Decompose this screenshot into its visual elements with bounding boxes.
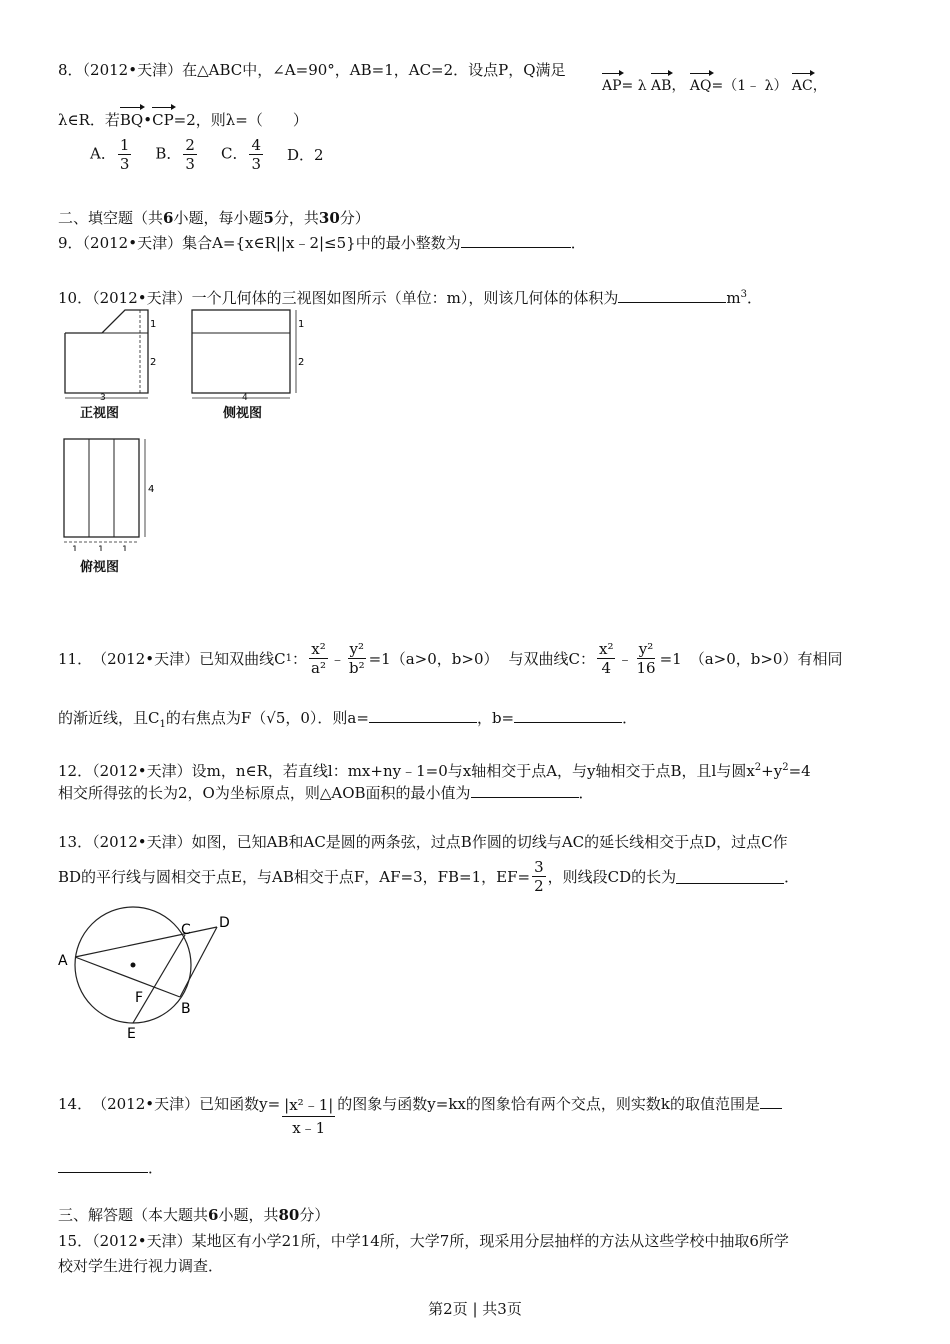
svg-text:4: 4 (148, 484, 155, 495)
page-footer: 第2页 | 共3页 (428, 1300, 522, 1318)
question-source: （2012•天津） (92, 1232, 192, 1250)
answer-blank-b[interactable] (514, 708, 622, 723)
fraction-y2-b2: $\frac{\text{y²}}{\text{b²}}$ (348, 640, 365, 677)
svg-text:C: C (181, 922, 191, 938)
svg-text:D: D (219, 915, 230, 931)
sqrt-5: √5 (266, 709, 286, 727)
fraction-3-2: $\frac{3}{2}$ (534, 858, 544, 895)
answer-blank-a[interactable] (369, 708, 477, 723)
option-a[interactable]: A． $\frac{1}{3}$ (90, 136, 130, 173)
answer-blank-part1[interactable] (760, 1094, 782, 1109)
svg-text:1: 1 (72, 545, 78, 551)
vector-aq: AQ (689, 78, 712, 94)
question-number: 12． (58, 762, 93, 780)
answer-blank[interactable] (618, 288, 726, 303)
question-text: 一个几何体的三视图如图所示（单位：m），则该几何体的体积为 (191, 289, 619, 307)
question-11-line2: 的渐近线，且$C_1$的右焦点为F（√5，0）．则a= ，b= ． (58, 709, 638, 730)
question-8-line1 (58, 60, 566, 80)
question-14-line1: 14． （2012•天津） 已知函数y= $\frac{\text{|x²﹣1|}}{x﹣1}$ 的图象与函数y=kx的图象恰有两个交点，则实数k的取值范围是 (58, 1094, 782, 1139)
vector-ab: AB (651, 78, 672, 94)
option-b[interactable]: B． $\frac{2}{3}$ (155, 136, 195, 173)
option-d[interactable]: D．2 (287, 145, 324, 164)
svg-text:A: A (58, 953, 68, 969)
fraction-abs-x2-minus-1-over-x-minus-1: $\frac{\text{|x²﹣1|}}{x﹣1}$ (284, 1096, 334, 1137)
equals-lambda: = λ (621, 78, 647, 94)
question-source: （2012•天津） (92, 762, 192, 780)
svg-text:1: 1 (98, 545, 104, 551)
question-number: 15． (58, 1232, 93, 1250)
question-14-line2: ． (58, 1158, 163, 1178)
question-15-line1: 15．（2012•天津）某地区有小学21所，中学14所，大学7所，现采用分层抽样的方法从这些学校中抽取6所学 (58, 1232, 789, 1250)
side-view-label: 侧视图 (223, 406, 263, 421)
question-10: 10．（2012•天津）一个几何体的三视图如图所示（单位：m），则该几何体的体积为 $m^3$． (58, 289, 762, 307)
svg-text:1: 1 (122, 545, 128, 551)
equals-one-minus-lambda: =（1﹣ λ） (711, 78, 788, 94)
section-2-heading: 二、填空题（共6小题，每小题5分，共30分） (58, 209, 370, 227)
svg-text:F: F (135, 990, 144, 1006)
question-source: （2012•天津） (82, 234, 183, 252)
question-stem: 在△ABC中，∠A=90°，AB=1，AC=2．设点P，Q满足 (182, 61, 566, 79)
top-view-figure (62, 436, 162, 576)
question-number: 8． (58, 61, 83, 79)
circle-geometry-figure (55, 905, 255, 1045)
question-12-line2: 相交所得弦的长为2，O为坐标原点，则△AOB面积的最小值为 ． (58, 784, 594, 802)
vector-bq: BQ (119, 111, 144, 129)
vector-cp: CP (152, 111, 174, 129)
question-9: 9．（2012•天津）集合A={x∈R||x﹣2|≤5}中的最小整数为 ． (58, 234, 586, 252)
svg-text:1: 1 (298, 319, 305, 330)
answer-blank-part2[interactable] (58, 1158, 148, 1173)
lambda-condition: λ∈R．若 (58, 111, 120, 129)
question-source: （2012•天津） (92, 289, 192, 307)
question-number: 11． (58, 649, 93, 668)
question-8-options (90, 136, 324, 173)
question-number: 13． (58, 833, 93, 851)
question-number: 14． (58, 1095, 93, 1113)
fraction-y2-16: $\frac{\text{y²}}{16}$ (636, 640, 656, 677)
question-15-line2: 校对学生进行视力调查． (58, 1257, 224, 1275)
question-11-line1: 11． （2012•天津） 已知双曲线C 1 ： $\frac{\text{x²}}{\text{a²}}$ ﹣ $\frac{\text{y²}}{\text{b²}}$ =1（a>0，b>0） 与双曲线C： $\frac{\text{x²}}{4}$ ﹣ $\frac{\text{y²}}{16}$ =1 （a>0，b>0）有相同 (58, 640, 843, 677)
question-source: （2012•天津） (92, 1095, 200, 1113)
question-ask: =2，则λ=（ ） (173, 111, 308, 129)
question-source: （2012•天津） (92, 649, 200, 668)
question-13-line2: BD的平行线与圆相交于点E，与AB相交于点F，AF=3，FB=1，EF= $\frac{3}{2}$ ，则线段CD的长为 ． (58, 858, 800, 895)
dot-operator: • (143, 111, 153, 129)
svg-text:2: 2 (298, 357, 305, 368)
front-view-figure: 1 2 3 正视图 (60, 305, 165, 420)
top-view-label: 俯视图 (80, 560, 120, 575)
side-view-figure: 1 2 4 侧视图 (190, 305, 310, 420)
vector-ac: AC (791, 78, 813, 94)
question-number: 9． (58, 234, 83, 252)
section-3-heading: 三、解答题（本大题共6小题，共80分） (58, 1206, 330, 1224)
fraction-x2-4: $\frac{\text{x²}}{4}$ (598, 640, 614, 677)
option-c[interactable]: C． $\frac{4}{3}$ (220, 136, 261, 173)
question-text: 集合A={x∈R||x﹣2|≤5}中的最小整数为 (182, 234, 461, 252)
svg-text:E: E (127, 1026, 136, 1042)
question-8-line2 (58, 110, 308, 130)
fraction-x2-a2: $\frac{\text{x²}}{\text{a²}}$ (311, 640, 326, 677)
front-view-label: 正视图 (80, 406, 120, 421)
svg-text:1: 1 (150, 319, 157, 330)
question-number: 10． (58, 289, 93, 307)
question-13-line1: 13．（2012•天津）如图，已知AB和AC是圆的两条弦，过点B作圆的切线与AC的延长线相交于点D，过点C作 (58, 833, 788, 851)
answer-blank[interactable] (461, 233, 571, 248)
svg-text:2: 2 (150, 357, 157, 368)
answer-blank[interactable] (676, 869, 784, 884)
question-8-vector-conditions: AP= λ AB， AQ=（1﹣ λ） AC， (602, 78, 827, 94)
vector-ap: AP (602, 78, 622, 94)
svg-text:B: B (181, 1001, 191, 1017)
question-source: （2012•天津） (82, 61, 183, 79)
answer-blank[interactable] (471, 783, 579, 798)
question-12-line1: 12．（2012•天津）设m，n∈R，若直线l：mx+ny﹣1=0与x轴相交于点A，与y轴相交于点B，且l与圆$x^2+y^2=4$ (58, 762, 811, 780)
question-source: （2012•天津） (92, 833, 192, 851)
